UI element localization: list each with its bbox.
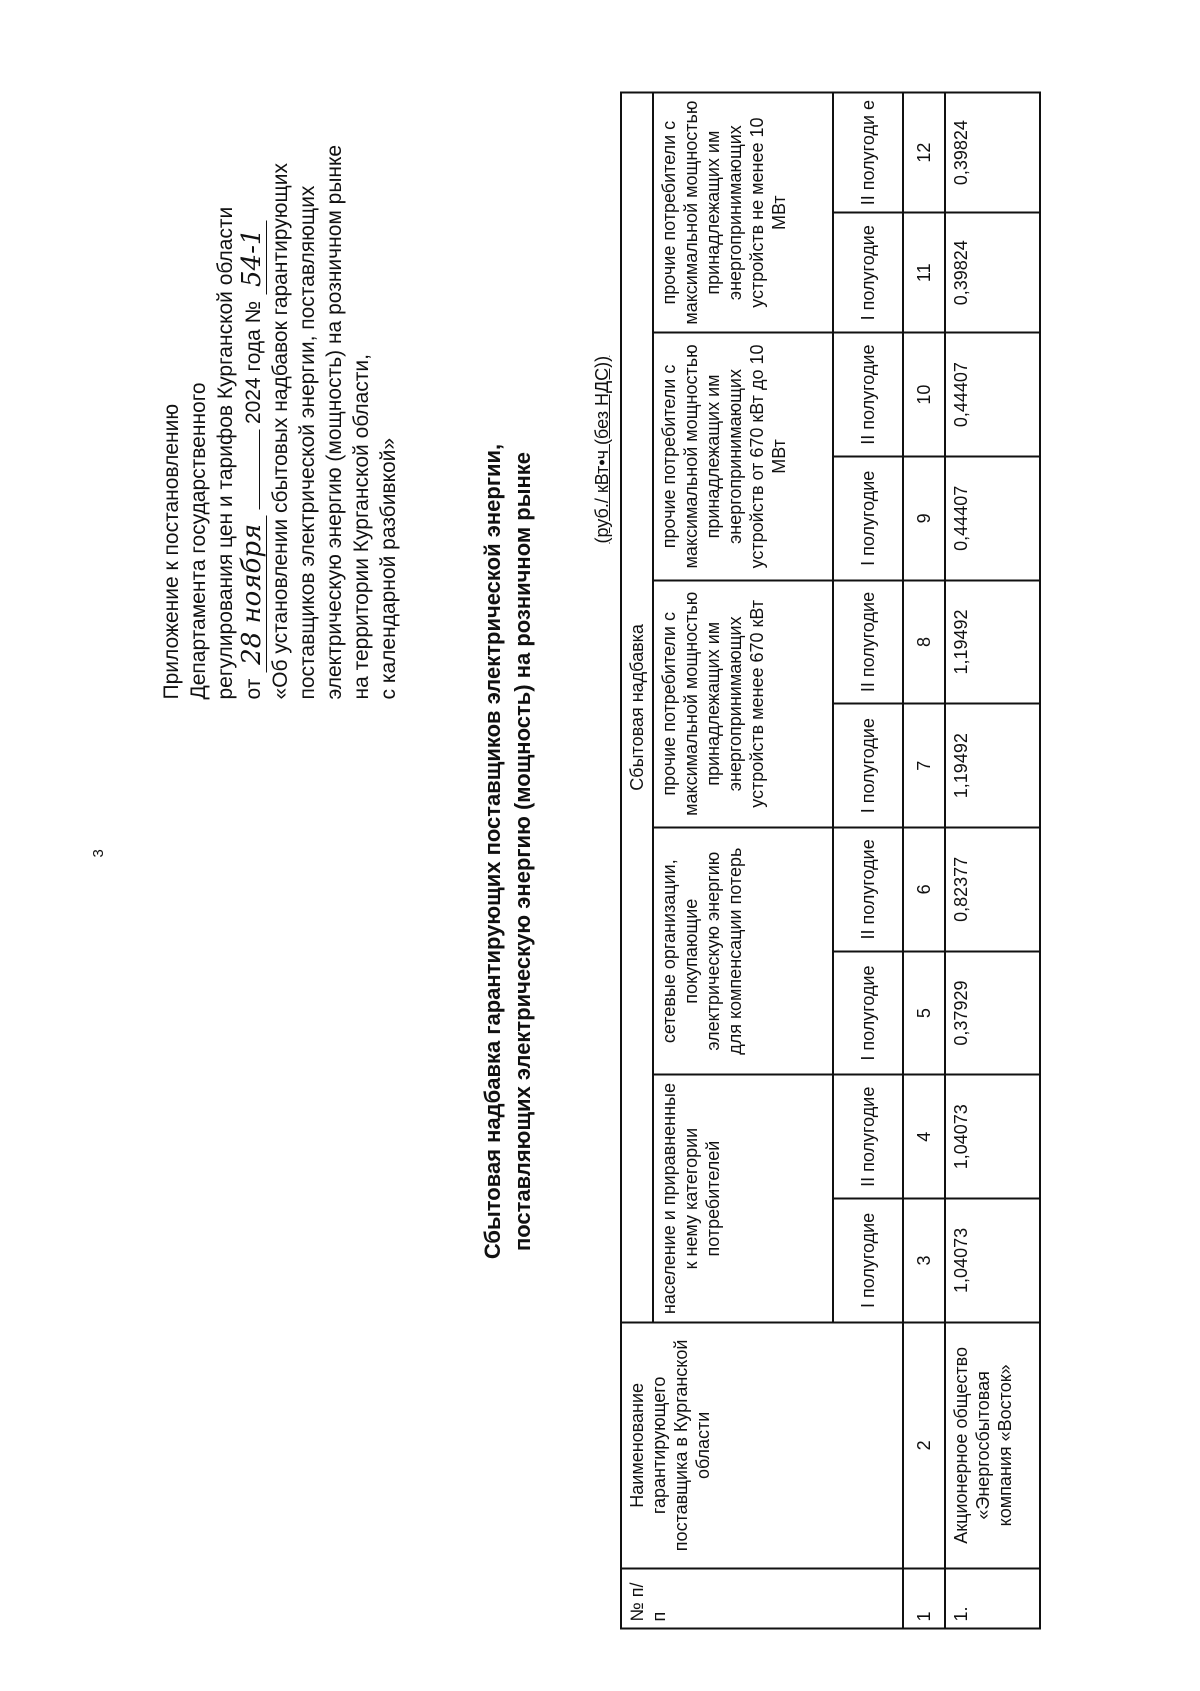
date-prefix: от [242, 678, 265, 699]
column-index: 3 [903, 1198, 945, 1322]
appendix-line: с календарной разбивкой» [377, 437, 400, 699]
header-half-year: I полугодие [833, 703, 903, 827]
column-index: 6 [903, 827, 945, 951]
value-cell: 0,39824 [945, 212, 1040, 332]
header-half-year: I полугодие [833, 212, 903, 332]
header-half-year: II полугодие [833, 827, 903, 951]
header-half-year: I полугодие [833, 951, 903, 1075]
header-half-year: I полугодие [833, 1198, 903, 1322]
column-index: 9 [903, 456, 945, 580]
header-markup-group: Сбытовая надбавка [621, 92, 653, 1322]
title-line: поставляющих электрическую энергию (мощность) на розничном рынке [510, 451, 535, 1251]
column-index: 10 [903, 332, 945, 456]
handwritten-date: 28 ноября [239, 515, 267, 672]
title-line: Сбытовая надбавка гарантирующих поставщиков электрической энергии, [480, 443, 505, 1259]
header-no: № п/п [621, 1568, 903, 1628]
column-index: 2 [903, 1322, 945, 1568]
appendix-block [158, 59, 402, 699]
column-index: 8 [903, 580, 945, 704]
unit-note: (руб./ кВт•ч (без НДС)) [592, 355, 612, 543]
value-cell: 0,39824 [945, 92, 1040, 212]
header-category: прочие потребители с максимальной мощностью принадлежащих им энергопринимающих устройств не менее 10 МВт [653, 92, 833, 332]
header-half-year: II полугодие [833, 580, 903, 704]
value-cell: 0,82377 [945, 827, 1040, 951]
header-half-year: II полугоди е [833, 92, 903, 212]
appendix-line: Департамента государственного [187, 381, 210, 699]
appendix-line: на территории Курганской области, [350, 353, 373, 699]
column-index: 12 [903, 92, 945, 212]
handwritten-number: 54-1 [239, 220, 267, 294]
header-category: прочие потребители с максимальной мощностью принадлежащих им энергопринимающих устройств от 670 кВт до 10 МВт [653, 332, 833, 579]
supplier-name: Акционерное общество «Энергосбытовая компания «Восток» [945, 1322, 1040, 1568]
page-number: 3 [90, 848, 107, 857]
appendix-line: поставщиков электрической энергии, поставляющих [296, 185, 319, 699]
appendix-line: регулирования цен и тарифов Курганской области [214, 206, 237, 699]
blank-line [241, 429, 260, 509]
header-supplier-name: Наименование гарантирующего поставщика в Курганской области [621, 1322, 903, 1568]
column-index: 7 [903, 703, 945, 827]
row-number: 1. [945, 1568, 1040, 1628]
document-title [478, 161, 538, 1541]
value-cell: 1,04073 [945, 1074, 1040, 1198]
value-cell: 0,37929 [945, 951, 1040, 1075]
column-index: 5 [903, 951, 945, 1075]
header-half-year: II полугодие [833, 332, 903, 456]
header-half-year: I полугодие [833, 456, 903, 580]
column-index: 1 [903, 1568, 945, 1628]
table-row [945, 92, 1040, 1628]
column-index: 4 [903, 1074, 945, 1198]
header-category: сетевые организации, покупающие электрическую энергию для компенсации потерь [653, 827, 833, 1074]
header-category: население и приравненные к нему категории потребителей [653, 1074, 833, 1321]
value-cell: 1,19492 [945, 703, 1040, 827]
appendix-line: электрическую энергию (мощность) на розничном рынке [323, 144, 346, 699]
value-cell: 1,19492 [945, 580, 1040, 704]
appendix-line: Приложение к постановлению [160, 403, 183, 699]
value-cell: 0,44407 [945, 332, 1040, 456]
year-text: 2024 года № [242, 300, 265, 424]
header-category: прочие потребители с максимальной мощностью принадлежащих им энергопринимающих устройств менее 670 кВт [653, 580, 833, 827]
appendix-date-line [239, 59, 267, 699]
header-half-year: II полугодие [833, 1074, 903, 1198]
tariff-table [620, 91, 1041, 1629]
value-cell: 1,04073 [945, 1198, 1040, 1322]
value-cell: 0,44407 [945, 456, 1040, 580]
column-index: 11 [903, 212, 945, 332]
appendix-line: «Об установлении сбытовых надбавок гарантирующих [269, 162, 292, 699]
